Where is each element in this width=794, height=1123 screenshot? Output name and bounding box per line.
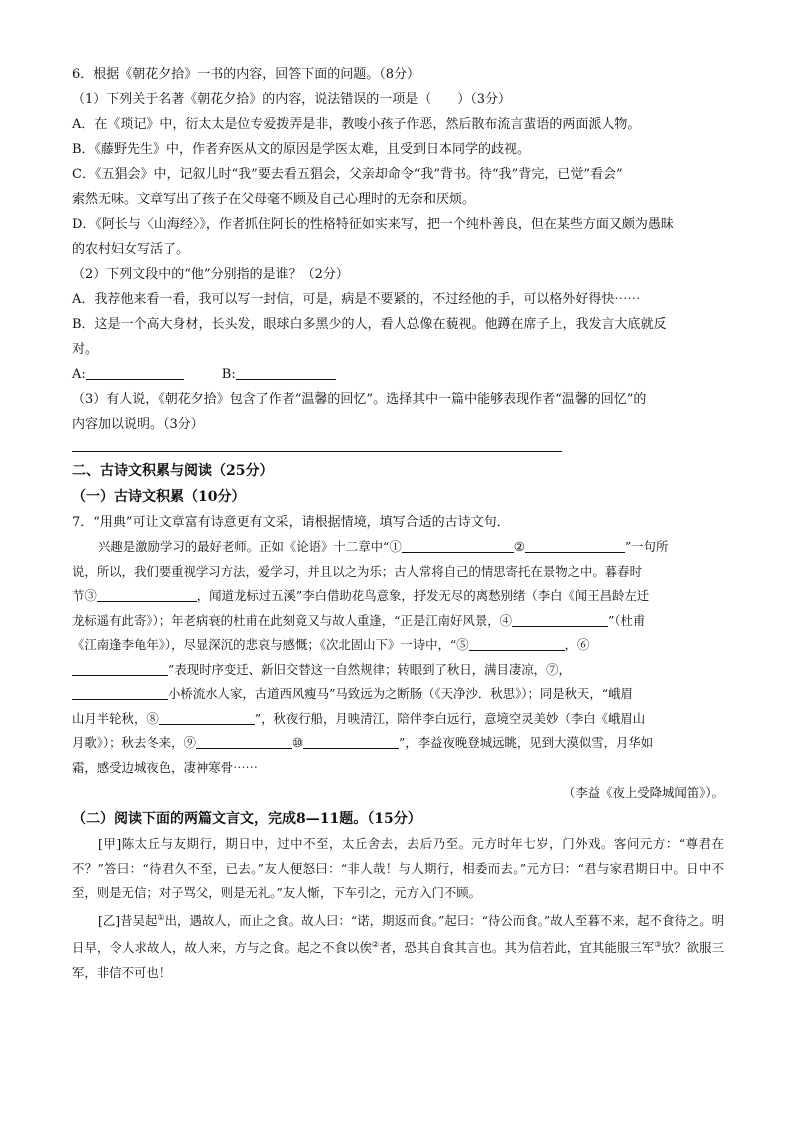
q6-sub3-1: （3）有人说，《朝花夕拾》包含了作者“温馨的回忆”。选择其中一篇中能够表现作者“温馨的回忆”的: [72, 392, 647, 407]
blank-5[interactable]: [469, 636, 565, 651]
section2-part1-title: （一）古诗文积累（10分）: [72, 489, 246, 505]
circled-10: ⑩: [291, 735, 304, 750]
q6-option-d-1: D．《阿长与〈山海经〉》，作者抓住阿长的性格特征如实来写，把一个纯朴善良，但在某些方面又颇为愚昧: [72, 217, 674, 232]
blank-6[interactable]: [72, 661, 168, 676]
circled-4: ④: [499, 612, 512, 628]
blank-9[interactable]: [196, 734, 292, 749]
blank-3[interactable]: [97, 587, 197, 602]
q6-option-d-2: 的农村妇女写活了。: [72, 242, 190, 257]
circled-5: ⑤: [456, 637, 469, 652]
blank-10[interactable]: [303, 734, 399, 749]
passage-yi: [乙]昔吴起①出，遇故人，而止之食。故人曰：“诺，期返而食。”起曰：“待公而食。”故人至暮不来，起不食待之。明日早，令人求故人，故人来，方与之食。起之不食以俟②者，恐其自食其言也。其为信若此，宜其能服三军③欤？欲服三军，非信不可也！: [72, 912, 725, 980]
blank-2[interactable]: [525, 538, 625, 553]
answer-b-label: B:: [221, 367, 236, 382]
q6-sub1: （1）下列关于名著《朝花夕拾》的内容，说法错误的一项是（ ）（3分）: [72, 92, 512, 107]
q6-passage-b-2: 对。: [72, 342, 99, 357]
answer-a-blank[interactable]: [86, 365, 184, 380]
q6-option-a: A．在《琐记》中，衍太太是位专爱拨弄是非，教唆小孩子作恶，然后散布流言蜚语的两面派人物。: [72, 117, 641, 132]
blank-7[interactable]: [72, 685, 168, 700]
blank-1[interactable]: [402, 538, 514, 553]
q6-title: 6．根据《朝花夕拾》一书的内容，回答下面的问题。（8分）: [72, 67, 421, 82]
circled-9: ⑨: [183, 735, 196, 750]
answer-b-blank[interactable]: [236, 365, 336, 380]
circled-3: ③: [84, 588, 97, 603]
section2-part2-title: （二）阅读下面的两篇文言文，完成8—11题。（15分）: [72, 811, 422, 827]
q6-option-b: B．《藤野先生》中，作者弃医从文的原因是学医太难，且受到日本同学的歧视。: [72, 142, 531, 157]
q6-sub2: （2）下列文段中的“他”分别指的是谁？（2分）: [72, 267, 349, 282]
circled-6: ⑥: [577, 637, 590, 652]
passage-jia: [甲]陈太丘与友期行，期日中，过中不至，太丘舍去，去后乃至。元方时年七岁，门外戏。客问元方：“尊君在不？”答曰：“待君久不至，已去。”友人便怒曰：“非人哉！与人期行，相委而去。”元方曰：“君与家君期日中。日中不至，则是无信；对子骂父，则是无礼。”友人惭，下车引之，元方入门不顾。: [72, 836, 724, 900]
q7-source: （李益《夜上受降城闻笛》）。: [562, 785, 724, 800]
answer-a-label: A:: [72, 367, 86, 382]
q7-prompt: 7．“用典”可让文章富有诗意更有文采，请根据情境，填写合适的古诗文句．: [72, 515, 510, 530]
circled-8: ⑧: [146, 710, 159, 726]
q6-option-c-2: 索然无味。文章写出了孩子在父母毫不顾及自己心理时的无奈和厌烦。: [72, 192, 476, 207]
q6-passage-b-1: B．这是一个高大身材，长头发，眼球白多黑少的人，看人总像在藐视。他蹲在席子上，我发言大底就反: [72, 317, 667, 332]
blank-8[interactable]: [159, 710, 255, 725]
circled-2: ②: [513, 539, 525, 554]
circled-1: ①: [389, 539, 402, 554]
q6-option-c-1: C．《五猖会》中，记叙儿时“我”要去看五猖会，父亲却命令“我”背书。待“我”背完，已觉”看会”: [72, 167, 623, 182]
q6-passage-a: A．我荐他来看一看，我可以写一封信，可是，病是不要紧的，不过经他的手，可以格外好得快⋯⋯: [72, 292, 641, 307]
section2-title: 二、古诗文积累与阅读（25分）: [72, 463, 274, 479]
circled-7: ⑦: [546, 661, 559, 677]
q6-sub3-2: 内容加以说明。（3分）: [72, 417, 204, 432]
answer-line[interactable]: [72, 437, 562, 452]
q6-answer-row: [72, 362, 724, 387]
blank-4[interactable]: [512, 612, 608, 627]
exam-page: [72, 62, 724, 985]
q7-passage: 兴趣是激励学习的最好老师。正如《论语》十二章中“① ② ”一句所 说，所以，我们要重视学习方法，爱学习，并且以之为乐；古人常将自己的情思寄托在景物之中。暮春时 节③ ，闻道龙标过五溪”李白借助花鸟意象，抒发无尽的离愁别绪（李白《闻王昌龄左迁 龙标遥有此寄》）；年老病衰的杜甫在此刻竟又与故人重逢，“正是江南好风景，④ ”（杜甫 《江南逢李龟年》），尽显深沉的悲哀与感慨；《次北固山下》一诗中，“⑤ ，⑥ ”表现时序变迁、新旧交替这一自然规律；转眼到了秋日，满目凄凉，⑦， 小桥流水人家，古道西风瘦马”马致远为之断肠（《天净沙．秋思》）；同是秋天，“峨眉 山月半轮秋，⑧ ”，秋夜行船，月映清江，陪伴李白远行，意境空灵美妙（李白《峨眉山 月歌》）；秋去冬来，⑨ ⑩ ”，李益夜晚登城远眺，见到大漠似雪，月华如 霜，感受边城夜色，凄神寒骨⋯⋯: [72, 539, 669, 775]
